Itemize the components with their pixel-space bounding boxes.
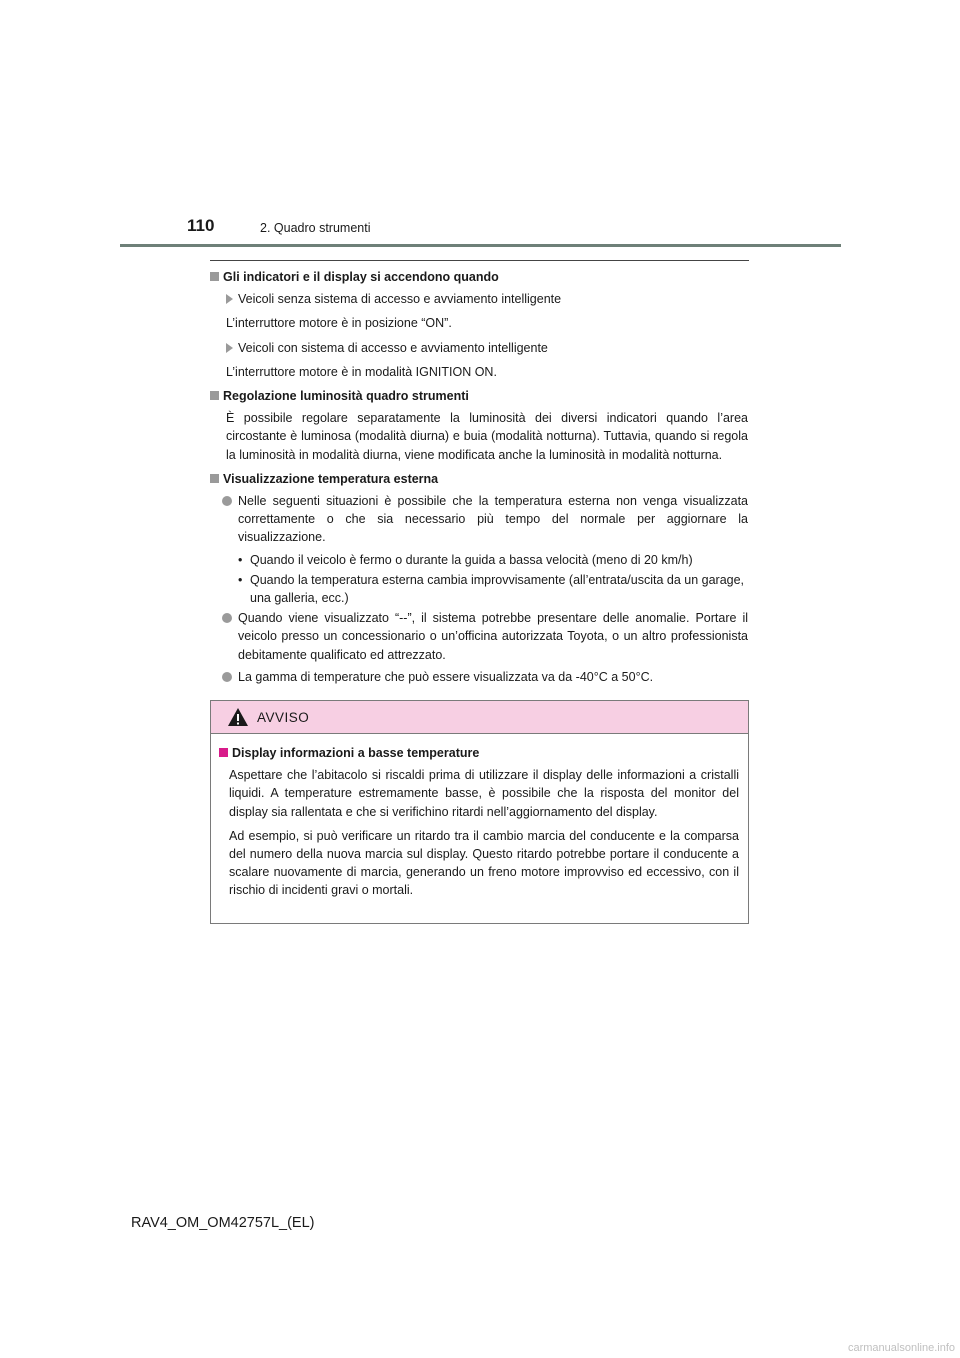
warning-paragraph: Ad esempio, si può verificare un ritardo tra il cambio marcia del conducente e la comparsa del numero della nuova marcia sul display. Questo ritardo potrebbe portare il conducente a scalare nuovamente di marcia, generando un freno motore improvviso ed eccessivo, con il rischio di incidenti gravi o mortali. — [229, 828, 739, 898]
warning-box — [210, 700, 749, 924]
square-bullet-icon — [210, 272, 219, 281]
warning-body — [211, 734, 748, 900]
heading-text: Display informazioni a basse temperature — [232, 746, 480, 760]
bullet-item — [222, 492, 748, 547]
paragraph: L’interruttore motore è in modalità IGNITION ON. — [226, 364, 497, 379]
watermark: carmanualsonline.info — [847, 1342, 955, 1354]
bullet-text: Quando viene visualizzato “--”, il sistema potrebbe presentare delle anomalie. Portare il veicolo presso un concessionario o un’officina autorizzata Toyota, o un altro professionista debitamente qualificato ed attrezzato. — [238, 611, 748, 662]
circle-bullet-icon — [222, 672, 232, 682]
sub-list-item — [238, 571, 748, 607]
dot-bullet-icon: • — [238, 552, 243, 567]
paragraph: L’interruttore motore è in posizione “ON”. — [226, 316, 452, 331]
content-rule — [210, 260, 749, 261]
warning-heading — [219, 744, 739, 762]
header-rule — [120, 244, 841, 247]
section-heading-outside-temp — [210, 470, 748, 488]
warning-paragraph: Aspettare che l’abitacolo si riscaldi prima di utilizzare il display delle informazioni a cristalli liquidi. A temperature estremamente basse, è possibile che la risposta del monitor del display sia rallentata e che si verifichino ritardi nell’aggiornamento del display. — [229, 768, 739, 819]
paragraph: È possibile regolare separatamente la luminosità dei diversi indicatori quando l’area circostante è luminosa (modalità diurna) e buia (modalità notturna). Tuttavia, quando si regola la luminosità in modalità diurna, viene modificata anche la luminosità in modalità notturna. — [226, 411, 748, 462]
main-content — [210, 268, 748, 690]
subhead-text: Veicoli senza sistema di accesso e avviamento intelligente — [238, 292, 562, 307]
warning-header — [211, 701, 748, 734]
square-bullet-icon — [219, 748, 228, 757]
bullet-item — [222, 668, 748, 686]
bullet-text: La gamma di temperature che può essere visualizzata va da -40°C a 50°C. — [238, 669, 654, 684]
heading-text: Visualizzazione temperatura esterna — [223, 471, 439, 486]
page-number: 110 — [187, 216, 215, 235]
circle-bullet-icon — [222, 496, 232, 506]
section-heading-indicators — [210, 268, 748, 286]
heading-text: Gli indicatori e il display si accendono quando — [223, 270, 499, 284]
subhead-without-smart-key — [226, 290, 748, 308]
square-bullet-icon — [210, 391, 219, 400]
bullet-text: Nelle seguenti situazioni è possibile che la temperatura esterna non venga visualizzata correttamente o che sia necessario più tempo del normale per aggiornare la visualizzazione. — [238, 494, 748, 545]
sub-list-item — [238, 551, 748, 569]
circle-bullet-icon — [222, 613, 232, 623]
document-code: RAV4_OM_OM42757L_(EL) — [131, 1215, 315, 1231]
section-heading-brightness — [210, 387, 748, 405]
dot-bullet-icon: • — [238, 572, 243, 587]
subhead-text: Veicoli con sistema di accesso e avviamento intelligente — [238, 340, 548, 355]
triangle-bullet-icon — [226, 294, 233, 304]
bullet-item — [222, 609, 748, 664]
subhead-with-smart-key — [226, 339, 748, 357]
square-bullet-icon — [210, 474, 219, 483]
warning-title: AVVISO — [257, 709, 310, 725]
sub-item-text: Quando il veicolo è fermo o durante la guida a bassa velocità (meno di 20 km/h) — [250, 552, 693, 567]
triangle-bullet-icon — [226, 343, 233, 353]
warning-triangle-icon — [227, 707, 249, 727]
sub-item-text: Quando la temperatura esterna cambia improvvisamente (all’entrata/uscita da un garage, una galleria, ecc.) — [250, 572, 745, 606]
heading-text: Regolazione luminosità quadro strumenti — [223, 389, 469, 404]
section-title: 2. Quadro strumenti — [260, 221, 371, 235]
